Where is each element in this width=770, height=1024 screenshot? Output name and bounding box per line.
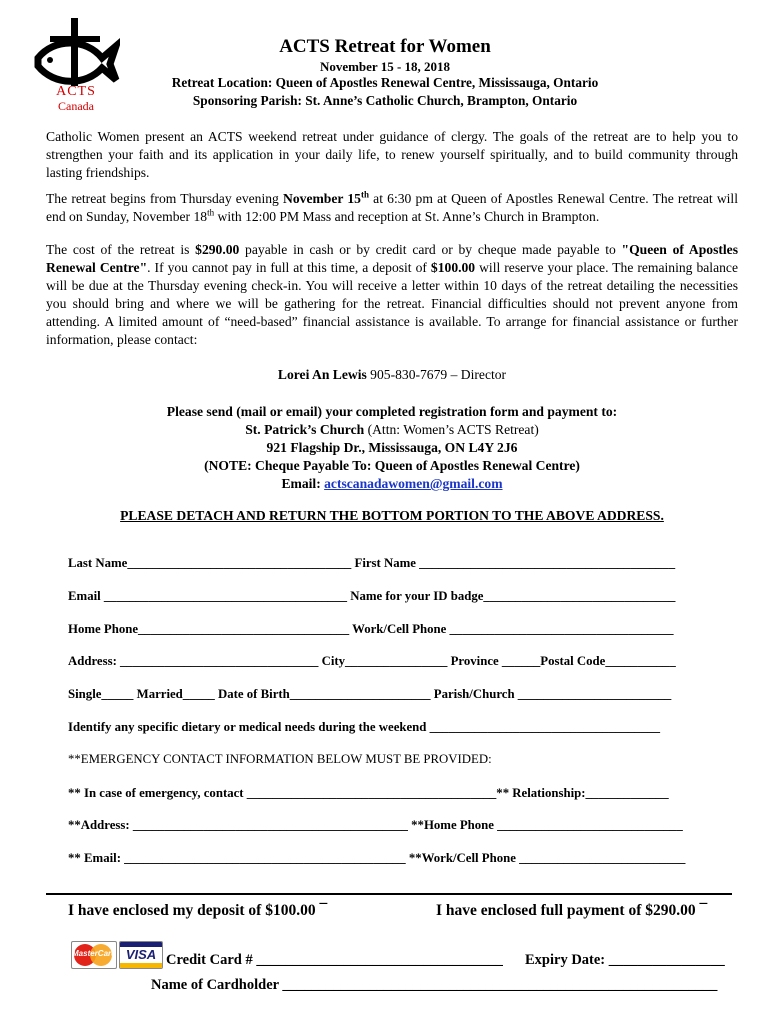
cost-paragraph: The cost of the retreat is $290.00 payable in cash or by credit card or by cheque made payable to "Queen of Apostles Renewal Centre". If you cannot pay in full at this time, a deposit of $100.00 will reserve your place. The remaining balance will be due at the Thursday evening check-in. You will receive a letter within 10 days of the retreat detailing the necessities you should bring and where we will be gathering for the retreat. Financial difficulties should not prevent anyone from attending. A limited amount of “need-based” financial assistance is available. To arrange for financial assistance or further information, please contact: (46, 242, 738, 347)
director-contact: Lorei An Lewis 905-830-7679 – Director (277, 367, 507, 382)
send-recipient: St. Patrick’s Church (Attn: Women’s ACTS Retreat) (245, 422, 539, 437)
sponsoring-parish: Sponsoring Parish: St. Anne’s Catholic Church, Brampton, Ontario (192, 93, 578, 108)
retreat-location: Retreat Location: Queen of Apostles Renewal Centre, Mississauga, Ontario (171, 75, 599, 90)
retreat-date: November 15 - 18, 2018 (319, 59, 451, 74)
full-payment-option[interactable]: I have enclosed full payment of $290.00 ¯ (436, 902, 708, 919)
phone-field[interactable]: Home Phone_________________________________ Work/Cell Phone ___________________________________ (68, 622, 674, 636)
cardholder-name-field[interactable]: Name of Cardholder ____________________________________________________________ (151, 977, 718, 993)
emergency-heading: **EMERGENCY CONTACT INFORMATION BELOW MUST BE PROVIDED: (68, 752, 492, 766)
emergency-email-field[interactable]: ** Email: ____________________________________________ **Work/Cell Phone __________________________ (68, 851, 686, 865)
intro-paragraph: Catholic Women present an ACTS weekend retreat under guidance of clergy. The goals of the retreat are to help you to strengthen your faith and its application in your daily life, to renew yourself spiritually, and to build community through lasting friendships. (46, 129, 738, 180)
logo-text-canada: Canada (58, 99, 94, 113)
detach-instruction: PLEASE DETACH AND RETURN THE BOTTOM PORTION TO THE ABOVE ADDRESS. (120, 508, 664, 523)
last-first-name-field[interactable]: Last Name___________________________________ First Name ________________________________________ (68, 556, 676, 570)
page-title: ACTS Retreat for Women (279, 36, 491, 57)
email-badge-name-field[interactable]: Email ______________________________________ Name for your ID badge______________________________ (68, 589, 676, 603)
cheque-note: (NOTE: Cheque Payable To: Queen of Apostles Renewal Centre) (204, 458, 580, 473)
deposit-option[interactable]: I have enclosed my deposit of $100.00 ¯ (68, 902, 328, 919)
dietary-needs-field[interactable]: Identify any specific dietary or medical needs during the weekend ____________________________________ (68, 720, 660, 734)
email-link[interactable]: actscanadawomen@gmail.com (324, 476, 503, 491)
logo-text-acts: ACTS (56, 84, 96, 99)
credit-card-number-field[interactable]: Credit Card # __________________________________ (166, 952, 503, 968)
schedule-paragraph: The retreat begins from Thursday evening November 15th at 6:30 pm at Queen of Apostles Renewal Centre. The retreat will end on Sunday, November 18th with 12:00 PM Mass and reception at St. Anne’s Church in Brampton. (46, 189, 738, 224)
emergency-contact-field[interactable]: ** In case of emergency, contact _______________________________________** Relationship:_____________ (68, 786, 669, 800)
status-dob-parish-field[interactable]: Single_____ Married_____ Date of Birth______________________ Parish/Church ________________________ (68, 687, 672, 701)
send-email: Email: actscanadawomen@gmail.com (281, 476, 503, 491)
visa-icon: VISA (119, 941, 163, 969)
address-field[interactable]: Address: _______________________________ City________________ Province ______Postal Code___________ (68, 654, 676, 668)
emergency-address-field[interactable]: **Address: ___________________________________________ **Home Phone _____________________________ (68, 818, 683, 832)
mastercard-icon: MasterCard (71, 941, 117, 969)
divider (46, 893, 732, 895)
expiry-date-field[interactable]: Expiry Date: ________________ (525, 952, 725, 968)
send-address: 921 Flagship Dr., Mississauga, ON L4Y 2J6 (266, 440, 518, 455)
send-instructions: Please send (mail or email) your completed registration form and payment to: (166, 404, 618, 419)
